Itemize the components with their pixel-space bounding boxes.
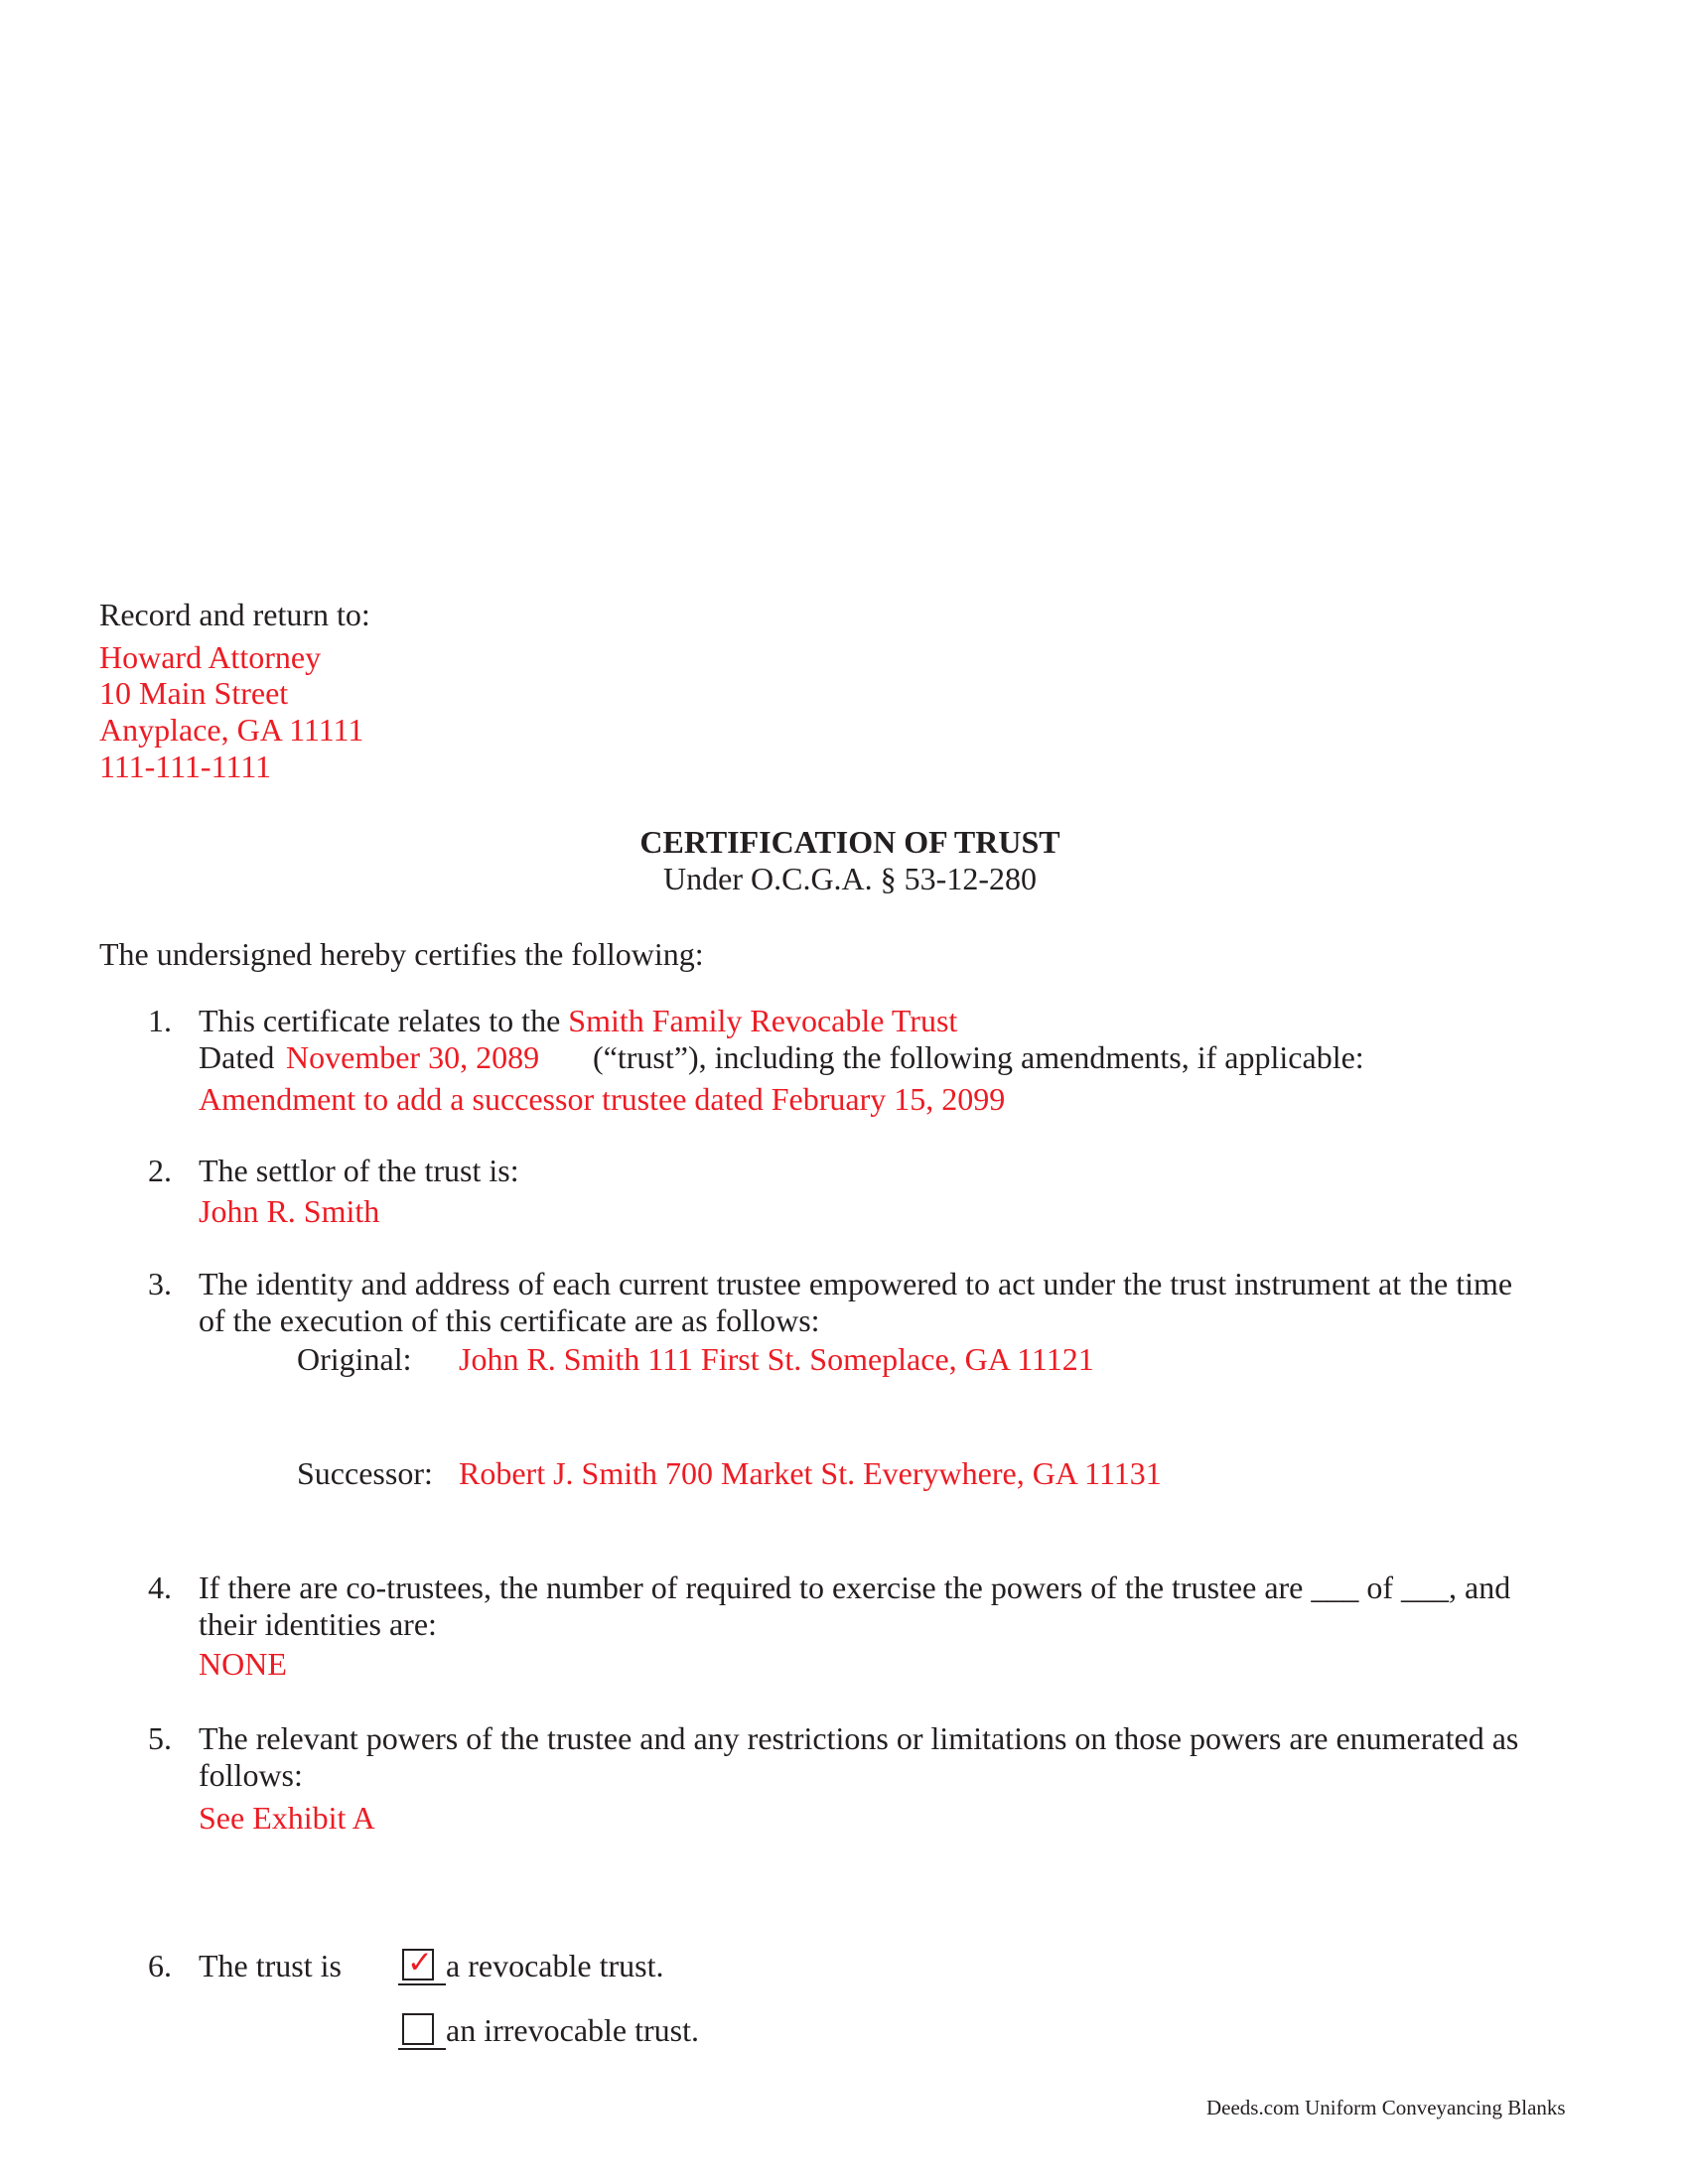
trust-date: November 30, 2089 (286, 1039, 540, 1075)
item-3-number: 3. (148, 1266, 172, 1301)
trust-name: Smith Family Revocable Trust (568, 1003, 958, 1038)
irrevocable-option-label: an irrevocable trust. (446, 2012, 699, 2048)
item-1-line1 (199, 1005, 957, 1036)
return-name: Howard Attorney (99, 639, 322, 675)
document-subtitle: Under O.C.G.A. § 53-12-280 (663, 861, 1037, 896)
item-6-text: The trust is (199, 1948, 342, 1983)
item-3-line1: The identity and address of each current trustee empowered to act under the trust instrument at the time (199, 1266, 1513, 1301)
amendment-text: Amendment to add a successor trustee dated February 15, 2099 (199, 1081, 1006, 1117)
item-5-number: 5. (148, 1720, 172, 1756)
item-4-number: 4. (148, 1570, 172, 1605)
return-city: Anyplace, GA 11111 (99, 712, 364, 748)
item-2-number: 2. (148, 1153, 172, 1188)
original-trustee: John R. Smith 111 First St. Someplace, GA 11121 (459, 1341, 1094, 1377)
item-5-line1: The relevant powers of the trustee and any restrictions or limitations on those powers are enumerated as (199, 1720, 1519, 1756)
return-phone: 111-111-1111 (99, 749, 271, 784)
irrevocable-blank-line (398, 2048, 446, 2050)
intro-text: The undersigned hereby certifies the following: (99, 936, 704, 972)
item-6-number: 6. (148, 1948, 172, 1983)
revocable-option-label: a revocable trust. (446, 1948, 664, 1983)
item-2-text: The settlor of the trust is: (199, 1153, 519, 1188)
settlor-name: John R. Smith (199, 1193, 380, 1229)
trust-suffix: (“trust”), including the following amendments, if applicable: (593, 1039, 1364, 1075)
original-label: Original: (297, 1341, 412, 1377)
item-4-line1: If there are co-trustees, the number of required to exercise the powers of the trustee are ___ of ___, and (199, 1570, 1511, 1605)
powers-value: See Exhibit A (199, 1800, 375, 1836)
item-1-number: 1. (148, 1003, 172, 1038)
item-1-text: This certificate relates to the (199, 1003, 561, 1038)
dated-label: Dated (199, 1039, 275, 1075)
revocable-blank-line (398, 1983, 446, 1985)
footer-text: Deeds.com Uniform Conveyancing Blanks (1206, 2096, 1566, 2119)
successor-label: Successor: (297, 1455, 433, 1491)
revocable-checkbox[interactable] (402, 1945, 434, 1980)
check-icon: ✓ (407, 1945, 433, 1980)
document-title: CERTIFICATION OF TRUST (639, 824, 1060, 860)
return-street: 10 Main Street (99, 675, 289, 711)
record-return-label: Record and return to: (99, 597, 370, 632)
item-5-line2: follows: (199, 1757, 303, 1793)
co-trustees-value: NONE (199, 1646, 287, 1682)
irrevocable-checkbox[interactable] (402, 2013, 434, 2045)
successor-trustee: Robert J. Smith 700 Market St. Everywhere, GA 11131 (459, 1455, 1162, 1491)
item-4-line2: their identities are: (199, 1606, 437, 1642)
item-3-line2: of the execution of this certificate are as follows: (199, 1302, 820, 1338)
